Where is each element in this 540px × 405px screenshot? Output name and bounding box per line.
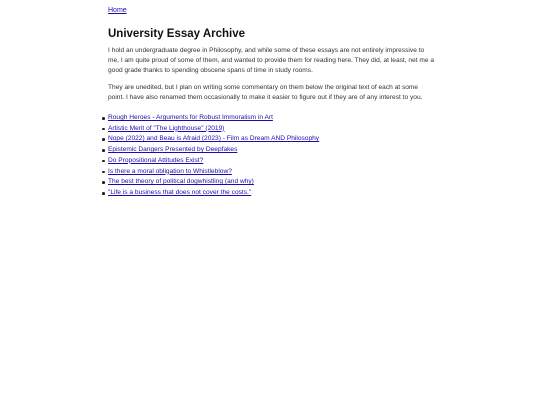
essay-link[interactable]: Rough Heroes - Arguments for Robust Immoralism in Art — [108, 114, 273, 122]
essay-link[interactable]: The best theory of political dogwhistling (and why) — [108, 178, 254, 186]
essay-list — [108, 113, 436, 199]
home-link[interactable]: Home — [108, 7, 127, 14]
page-title: University Essay Archive — [108, 28, 246, 40]
essay-link[interactable]: Epistemic Dangers Presented by Deepfakes — [108, 146, 238, 154]
bullet-icon — [102, 171, 105, 174]
intro-paragraph-1: I hold an undergraduate degree in Philosophy, and while some of these essays are not entirely impressive to me, I am quite proud of some of them, and wanted to provide them for reading here. They did, at least, net me a good grade thanks to spending obscene spans of time in study rooms. — [108, 47, 435, 75]
essay-link[interactable]: Do Propositional Attitudes Exist? — [108, 156, 204, 164]
list-item — [108, 124, 436, 135]
list-item — [108, 113, 436, 124]
bullet-icon — [102, 149, 105, 152]
list-item — [108, 177, 436, 188]
essay-link[interactable]: Artistic Merit of "The Lighthouse" (2019) — [108, 124, 225, 132]
bullet-icon — [102, 117, 105, 120]
list-item — [108, 134, 436, 145]
essay-link[interactable]: Nope (2022) and Beau is Afraid (2023) - Film as Dream AND Philosophy — [108, 135, 320, 143]
bullet-icon — [102, 138, 105, 141]
intro-paragraph-2: They are unedited, but I plan on writing some commentary on them below the original text of each at some point. I have also renamed them occasionally to make it easier to figure out if they are of any interest to you. — [108, 83, 423, 101]
page-content — [108, 6, 436, 199]
bullet-icon — [102, 160, 105, 163]
bullet-icon — [102, 181, 105, 184]
list-item — [108, 156, 436, 167]
essay-link[interactable]: Is there a moral obligation to Whistleblow? — [108, 167, 232, 175]
bullet-icon — [102, 192, 105, 195]
list-item — [108, 145, 436, 156]
bullet-icon — [102, 128, 105, 131]
list-item — [108, 188, 436, 199]
list-item — [108, 167, 436, 178]
essay-link[interactable]: "Life is a business that does not cover the costs." — [108, 188, 252, 196]
